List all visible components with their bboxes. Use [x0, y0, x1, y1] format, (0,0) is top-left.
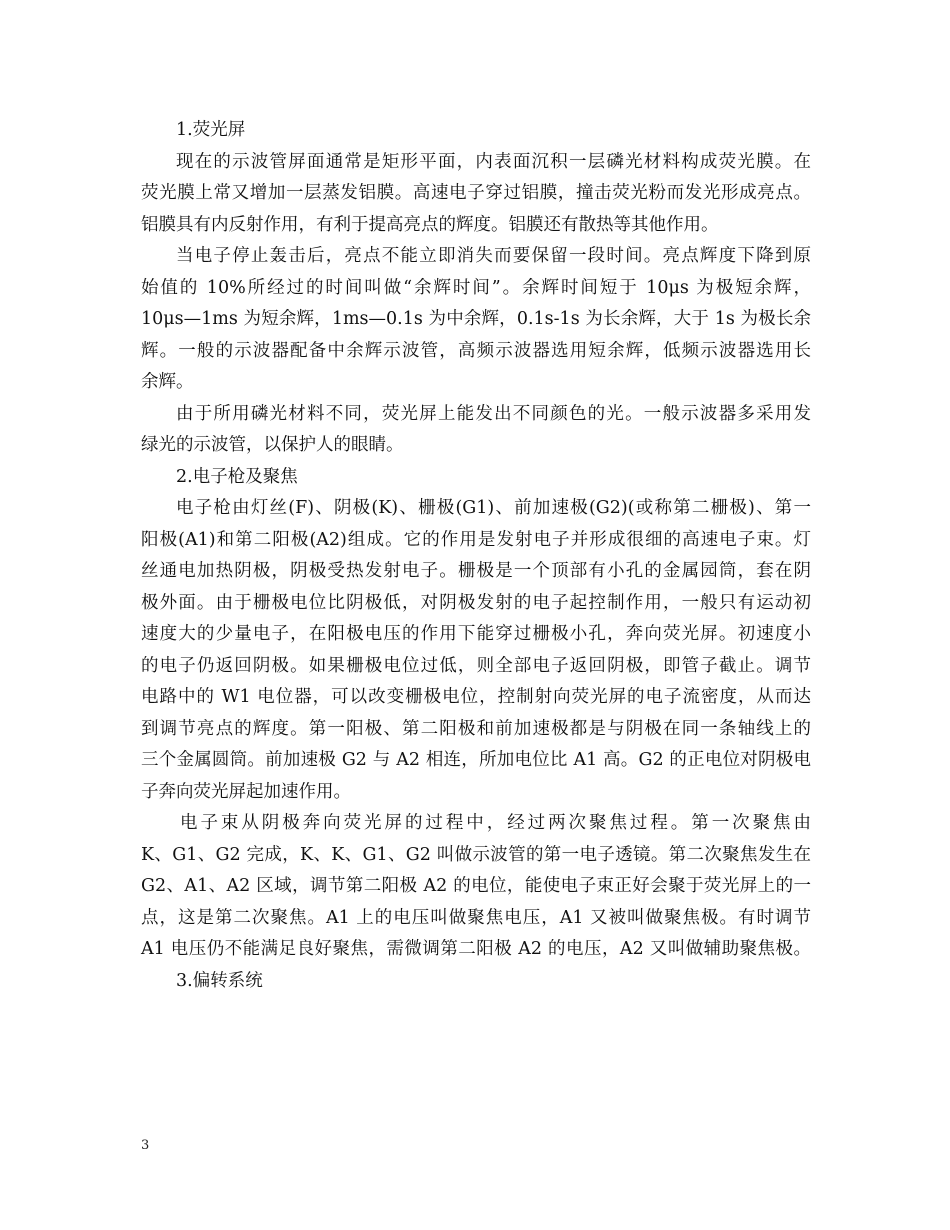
text-line: 铝膜具有内反射作用，有利于提高亮点的辉度。铝膜还有散热等其他作用。 [141, 214, 719, 235]
text-line: 由于所用磷光材料不同，荧光屏上能发出不同颜色的光。一般示波器多采用发 [176, 403, 811, 424]
page-number: 3 [141, 1138, 150, 1153]
text-line: G2、A1、A2 区域，调节第二阳极 A2 的电位，能使电子束正好会聚于荧光屏上的一 [141, 876, 811, 896]
text-line: 2.电子枪及聚焦 [176, 466, 298, 487]
text-line: 到调节亮点的辉度。第一阳极、第二阳极和前加速极都是与阴极在同一条轴线上的 [141, 718, 811, 739]
text-line: 点，这是第二次聚焦。A1 上的电压叫做聚焦电压，A1 又被叫做聚焦极。有时调节 [141, 907, 811, 928]
text-line: K、G1、G2 完成，K、K、G1、G2 叫做示波管的第一电子透镜。第二次聚焦发生在 [141, 844, 811, 865]
text-line: 阳极(A1)和第二阳极(A2)组成。它的作用是发射电子并形成很细的高速电子束。灯 [141, 529, 811, 550]
text-line: 三个金属圆筒。前加速极 G2 与 A2 相连，所加电位比 A1 高。G2 的正电位对阴极电 [141, 750, 811, 770]
text-line: 速度大的少量电子，在阳极电压的作用下能穿过栅极小孔，奔向荧光屏。初速度小 [141, 624, 811, 644]
text-line: 电路中的 W1 电位器，可以改变栅极电位，控制射向荧光屏的电子流密度，从而达 [141, 687, 811, 707]
text-line: 绿光的示波管，以保护人的眼睛。 [141, 435, 404, 455]
text-line: 辉。一般的示波器配备中余辉示波管，高频示波器选用短余辉，低频示波器选用长 [141, 340, 811, 361]
text-line: 3.偏转系统 [176, 970, 263, 991]
text-line: A1 电压仍不能满足良好聚焦，需微调第二阳极 A2 的电压，A2 又叫做辅助聚焦极。 [141, 939, 811, 959]
text-line: 始值的 10%所经过的时间叫做“余辉时间”。余辉时间短于 10μs 为极短余辉， [141, 277, 811, 298]
text-line: 电子枪由灯丝(F)、阴极(K)、栅极(G1)、前加速极(G2)(或称第二栅极)、第一 [176, 498, 811, 518]
text-line: 丝通电加热阴极，阴极受热发射电子。栅极是一个顶部有小孔的金属园筒，套在阴 [141, 561, 811, 581]
text-line: 极外面。由于栅极电位比阴极低，对阴极发射的电子起控制作用，一般只有运动初 [141, 592, 811, 613]
text-line: 的电子仍返回阴极。如果栅极电位过低，则全部电子返回阴极，即管子截止。调节 [141, 655, 811, 676]
document-body [141, 115, 811, 997]
text-line: 电子束从阴极奔向荧光屏的过程中，经过两次聚焦过程。第一次聚焦由 [180, 813, 811, 833]
text-line: 现在的示波管屏面通常是矩形平面，内表面沉积一层磷光材料构成荧光膜。在 [176, 151, 811, 172]
text-line: 子奔向荧光屏起加速作用。 [141, 781, 351, 802]
text-line: 荧光膜上常又增加一层蒸发铝膜。高速电子穿过铝膜，撞击荧光粉而发光形成亮点。 [141, 183, 811, 203]
text-line: 余辉。 [141, 372, 194, 392]
text-line: 10μs—1ms 为短余辉，1ms—0.1s 为中余辉，0.1s-1s 为长余辉，大于 1s 为极长余 [141, 309, 811, 329]
text-line: 1.荧光屏 [176, 120, 246, 140]
text-line: 当电子停止轰击后，亮点不能立即消失而要保留一段时间。亮点辉度下降到原 [176, 246, 811, 266]
